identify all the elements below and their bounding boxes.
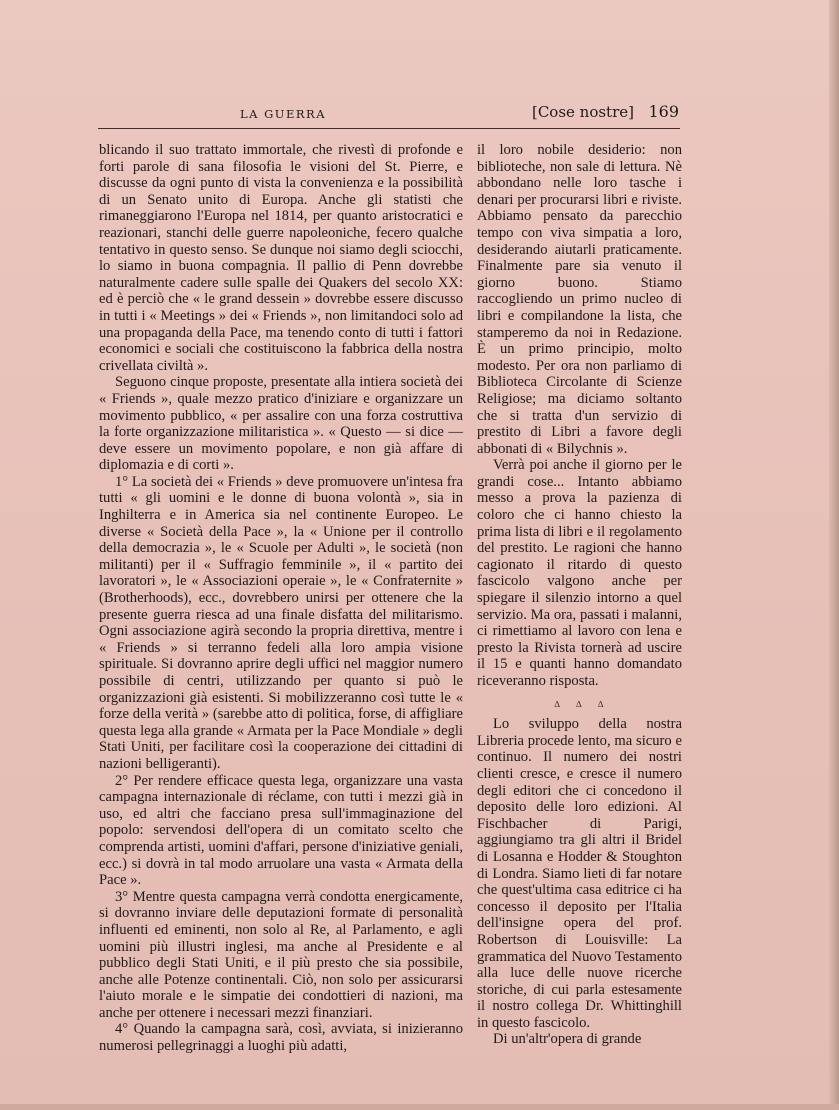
paragraph: 2° Per rendere efficace questa lega, organizzare una vasta campagna internazionale di réclame, con tutti i mezzi già in uso, ed altri che facciano presa sull'immaginazione del popolo: servendosi dell'opera di un comitato scelto che comprenda artisti, uomini d'affari, persone d'iniziative geniali, ecc.) si dovrà in tal modo arruolare una vasta « Armata della Pace ».	[99, 772, 463, 889]
section-title: [Cose nostre]	[531, 103, 634, 121]
paragraph: Seguono cinque proposte, presentate alla intiera società dei « Friends », quale mezzo pratico d'iniziare e organizzare un movimento pubblico, « per assalire con una forza costruttiva la forte organizzazione militaristica ». « Questo — si dice — deve essere un movimento popolare, e non già affare di diplomazia e di corti ».	[99, 374, 463, 474]
running-head: LA GUERRA	[240, 107, 326, 121]
page-header	[98, 100, 680, 129]
paragraph: Verrà poi anche il giorno per le grandi cose... Intanto abbiamo messo a prova la pazienza di coloro che ci hanno chiesto la prima lista di libri e il regolamento del prestito. Le ragioni che hanno cagionato il ritardo di questo fascicolo valgono anche per spiegare il silenzio intorno a quel servizio. Ma ora, passati i malanni, ci rimettiamo al lavoro con lena e presto la Rivista tornerà ad uscire il 15 e quanti hanno domandato riceveranno risposta.	[477, 457, 682, 689]
paragraph: 4° Quando la campagna sarà, così, avviata, si inizieranno numerosi pellegrinaggi a luoghi più adatti,	[99, 1021, 463, 1055]
paragraph: 3° Mentre questa campagna verrà condotta energicamente, si dovranno inviare delle deputazioni formate di personalità influenti ed eminenti, non solo al Re, al Parlamento, e agli uomini più illustri inglesi, ma anche al Presidente e al pubblico degli Stati Uniti, e il più presto che sia possibile, anche alle Potenze continentali. Ciò, non solo per assicurarsi l'aiuto morale e le simpatie dei condottieri di nazioni, ma anche per ottenere i necessari mezzi finanziari.	[99, 888, 463, 1021]
left-column	[99, 142, 463, 1055]
paragraph: il loro nobile desiderio: non biblioteche, non sale di lettura. Nè abbondano nelle loro tasche i denari per procurarsi libri e riviste. Abbiamo pensato da parecchio tempo con viva simpatia a loro, desiderando aiutarli praticamente. Finalmente pare sia venuto il giorno buono. Stiamo raccogliendo un primo nucleo di libri e compilandone la lista, che stamperemo da noi in Redazione. È un primo principio, molto modesto. Per ora non parliamo di Biblioteca Circolante di Scienze Religiose; ma diciamo soltanto che si tratta d'un servizio di prestito di Libri a favore degli abbonati di « Bilychnis ».	[477, 142, 682, 457]
right-column	[477, 142, 682, 1048]
paragraph: Di un'altr'opera di grande	[493, 1031, 642, 1048]
page-edge-bottom	[0, 1104, 839, 1110]
paragraph: blicando il suo trattato immortale, che rivestì di profonde e forti parole di sana filosofia le visioni del St. Pierre, e discusse da ogni punto di vista la convenienza e la possibilità di un Senato unito di Europa. Anche gli statisti che rimaneggiarono l'Europa nel 1814, per quanto aristocratici e reazionari, stanchi delle guerre napoleoniche, fecero qualche tentativo in questo senso. Se dunque noi siamo degli sciocchi, lo siamo in buona compagnia. Il pallio di Penn dovrebbe naturalmente cadere sulle spalle dei Quakers del secolo XX: ed è perciò che « le grand dessein » dovrebbe essere discusso in tutti i « Meetings » dei « Friends », non limitandoci solo ad una propaganda della Pace, ma tenendo conto di tutti i fattori economici e sociali che costituiscono la fabbrica della nostra crivellata civiltà ».	[99, 142, 463, 374]
paragraph: Lo sviluppo della nostra Libreria procede lento, ma sicuro e continuo. Il numero dei nostri clienti cresce, e cresce il numero degli editori che ci concedono il deposito delle loro edizioni. Al Fischbacher di Parigi, aggiungiamo tra gli altri il Bridel di Losanna e Hodder & Stoughton di Londra. Siamo lieti di far notare che quest'ultima casa editrice ci ha concesso il deposito per l'Italia dell'insigne opera del prof. Robertson di Louisville: La grammatica del Nuovo Testamento alla luce delle nuove ricerche storiche, di cui parla estesamente il nostro collega Dr. Whittinghill in questo fascicolo.	[477, 716, 682, 1031]
page-edge-right	[829, 0, 839, 1110]
section-separator: ∆ ∆ ∆	[554, 698, 611, 709]
page-number: 169	[648, 102, 679, 121]
paragraph: 1° La società dei « Friends » deve promuovere un'intesa fra tutti « gli uomini e le donne di buona volontà », sia in Inghilterra e in America sia nel continente Europeo. Le diverse « Società della Pace », la « Unione per il controllo della democrazia », le « Scuole per Adulti », le società (non militanti) per il « Suffragio femminile », il « partito dei lavoratori », le « Associazioni operaie », le « Confraternite » (Brotherhoods), ecc., dovrebbero unirsi per ottenere che la presente guerra riesca ad una finale disfatta del militarismo. Ogni associazione agirà secondo la propria direttiva, mentre i « Friends » si terranno fedeli alla loro ampia visione spirituale. Si dovranno aprire degli uffici nel maggior numero possibile di centri, utilizzando per quanto si può le organizzazioni già esistenti. Si mobilizzeranno così tutte le « forze della verità » (sarebbe atto di politica, forse, di affigliare questa lega alla grande « Armata per la Pace Mondiale » degli Stati Uniti, per facilitare così la cooperazione dei cittadini di nazioni belligeranti).	[99, 473, 463, 772]
